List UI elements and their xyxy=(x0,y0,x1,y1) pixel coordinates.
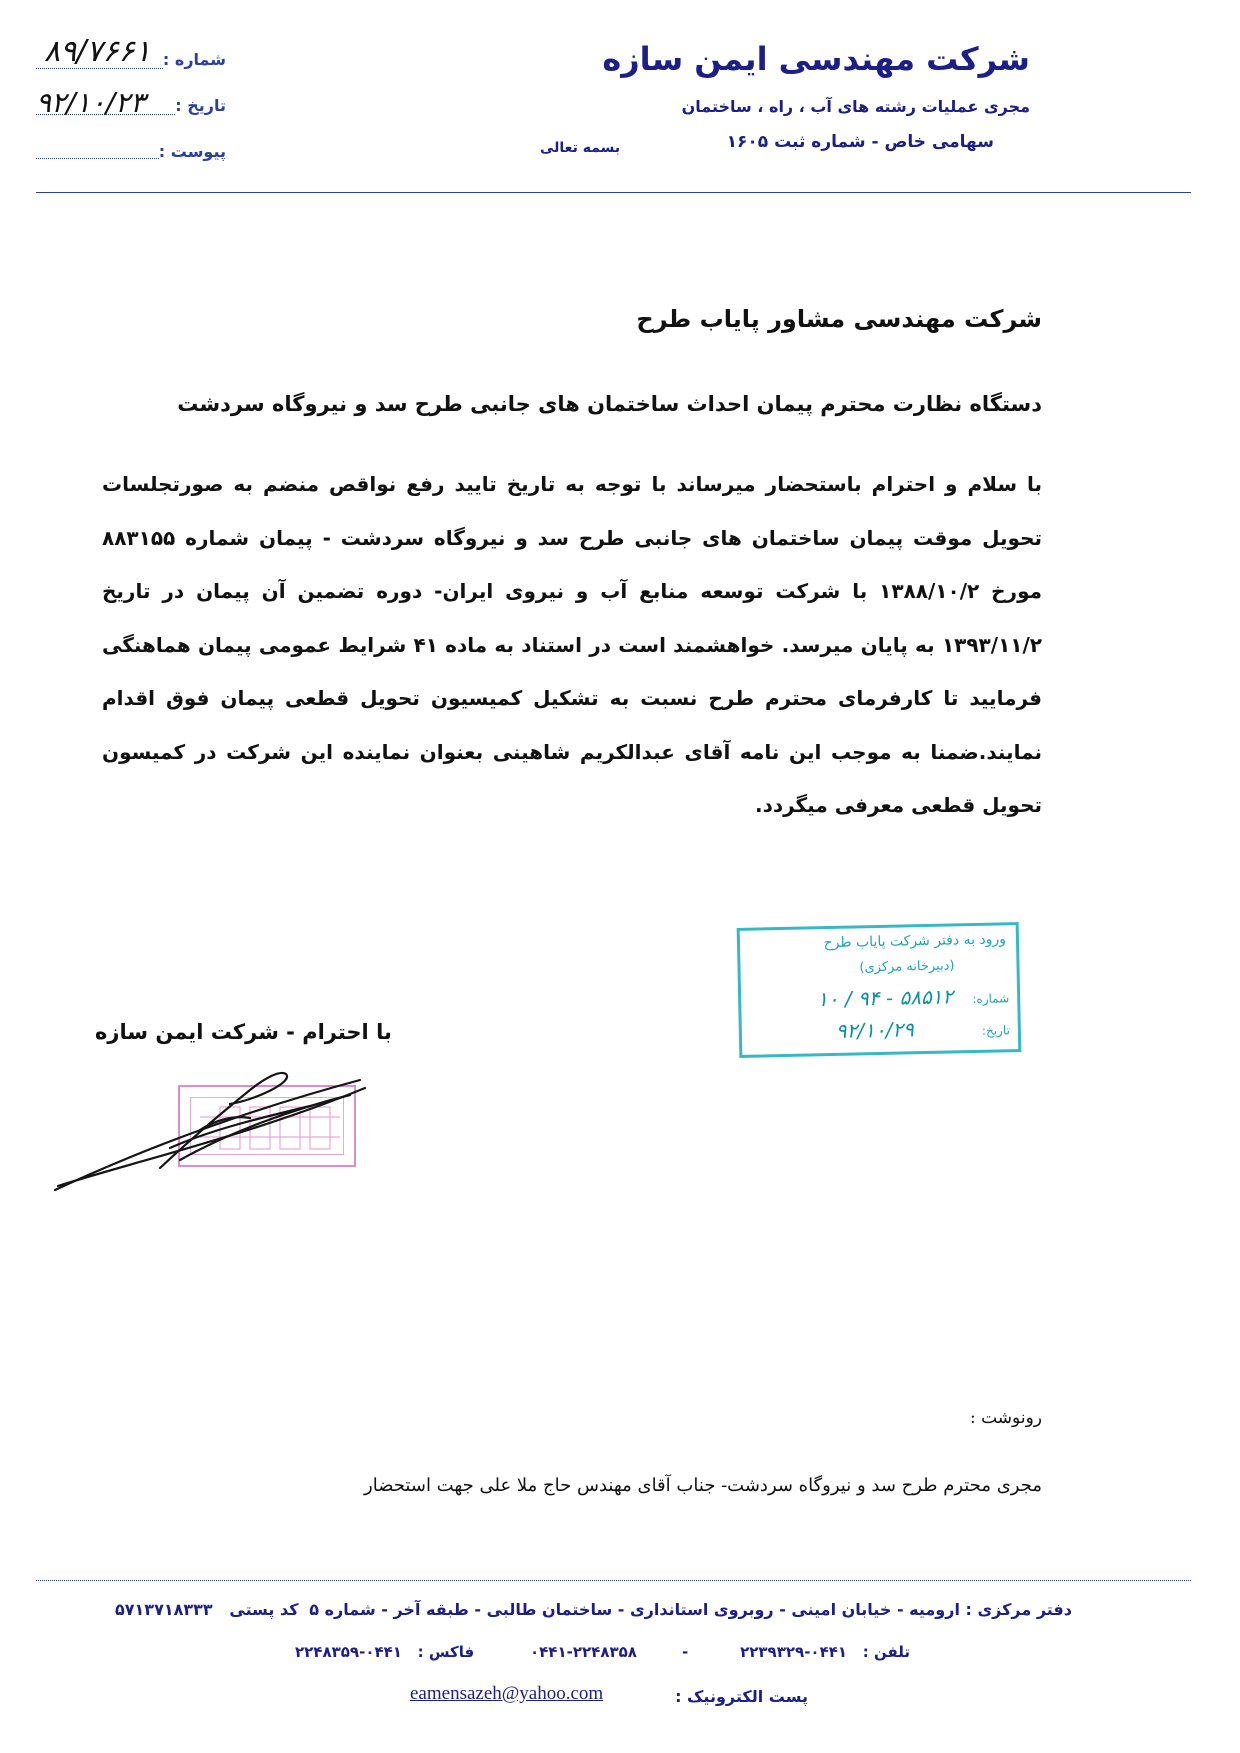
cc-label: رونوشت : xyxy=(969,1408,1042,1428)
stamp-number-value: ۵۸۵۱۲ - ۹۴ / ۱۰ xyxy=(816,984,954,1012)
stamp-date-label: تاریخ: xyxy=(981,1023,1011,1038)
phone-2: ۰۴۴۱-۲۲۴۸۳۵۸ xyxy=(530,1643,637,1661)
header-divider xyxy=(36,192,1191,193)
company-name: شرکت مهندسی ایمن سازه xyxy=(602,40,1030,78)
email-link[interactable]: eamensazeh@yahoo.com xyxy=(410,1683,604,1704)
postal-code-value: ۵۷۱۳۷۱۸۳۳۳ xyxy=(115,1600,213,1619)
subject-line: دستگاه نظارت محترم پیمان احداث ساختمان های جانبی طرح سد و نیروگاه سردشت xyxy=(177,392,1042,416)
letter-body: با سلام و احترام باستحضار میرساند با توجه به تاریخ تایید رفع نواقص منضم به صورتجلسات تحویل موقت پیمان ساختمان های جانبی طرح سد و نیروگاه سردشت - پیمان شماره ۸۸۳۱۵۵ مورخ ۱۳۸۸/۱۰/۲ با شرکت توسعه منابع آب و نیروی ایران- دوره تضمین آن پیمان در تاریخ ۱۳۹۳/۱۱/۲ به پایان میرسد. خواهشمند است در استناد به ماده ۴۱ شرایط عمومی پیمان هماهنگی فرمایید تا کارفرمای محترم طرح نسبت به تشکیل کمیسیون تحویل قطعی پیمان فوق اقدام نمایند.ضمنا به موجب این نامه آقای عبدالکریم شاهینی بعنوان نماینده این شرکت در کمیسون تحویل قطعی معرفی میگردد. xyxy=(102,472,1042,817)
stamp-date-value: ۹۲/۱۰/۲۹ xyxy=(835,1017,915,1043)
company-tagline: مجری عملیات رشته های آب ، راه ، ساختمان xyxy=(681,97,1030,116)
cc-text: مجری محترم طرح سد و نیروگاه سردشت- جناب آقای مهندس حاج ملا علی جهت استحضار xyxy=(364,1475,1042,1496)
phone-1: ۰۴۴۱-۲۲۳۹۳۲۹ xyxy=(740,1643,848,1661)
footer-phone xyxy=(740,1643,910,1661)
footer-divider xyxy=(36,1580,1191,1581)
letter-attachment-label: پیوست : xyxy=(158,141,226,161)
email-label: پست الکترونیک : xyxy=(675,1687,808,1706)
footer-address: دفتر مرکزی : ارومیه - خیابان امینی - روبروی استانداری - ساختمان طالبی - طبقه آخر - شماره ۵ xyxy=(309,1600,1072,1619)
postal-code-label: کد پستی xyxy=(229,1600,299,1619)
receipt-stamp xyxy=(737,922,1022,1058)
phone-label: تلفن : xyxy=(862,1643,910,1661)
stamp-subtitle: (دبیرخانه مرکزی) xyxy=(859,958,955,976)
stamp-number-label: شماره: xyxy=(972,991,1010,1007)
fax-label: فاکس : xyxy=(417,1643,475,1661)
letter-number-value: ۸۹/۷۶۶۱ xyxy=(44,33,151,69)
fax-value: ۰۴۴۱-۲۲۴۸۳۵۹ xyxy=(295,1643,402,1661)
letter-date-value: ۹۲/۱۰/۲۳ xyxy=(36,85,146,119)
phone-separator: - xyxy=(682,1643,689,1661)
letter-date-label: تاریخ : xyxy=(175,95,226,115)
letter-date-field xyxy=(36,85,226,120)
footer-fax xyxy=(295,1643,474,1661)
letter-number-label: شماره : xyxy=(162,49,226,69)
closing-regards: با احترام - شرکت ایمن سازه xyxy=(95,1020,392,1044)
letter-attachment-field xyxy=(36,136,226,166)
stamp-title: ورود به دفتر شرکت پایاب طرح xyxy=(823,931,1007,952)
footer-postal-code xyxy=(115,1600,299,1619)
basmala: بسمه تعالی xyxy=(540,140,621,156)
letter-number-field xyxy=(36,33,226,74)
company-registration: سهامی خاص - شماره ثبت ۱۶۰۵ xyxy=(726,132,994,152)
signature xyxy=(50,1060,380,1200)
recipient: شرکت مهندسی مشاور پایاب طرح xyxy=(636,305,1042,333)
